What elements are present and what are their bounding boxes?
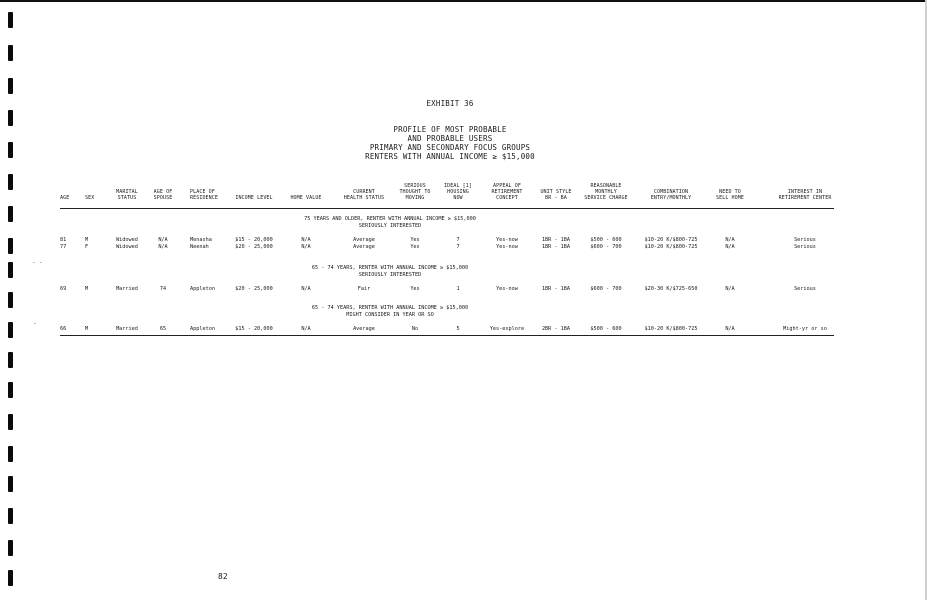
table-bottom-rule bbox=[60, 335, 834, 336]
column-header-line: CONCEPT bbox=[496, 195, 518, 201]
cell-sex: M bbox=[85, 237, 89, 243]
cell-residence: Neenah bbox=[190, 244, 209, 250]
column-header-line: INTEREST IN bbox=[787, 189, 823, 195]
column-header-appeal bbox=[485, 183, 529, 201]
column-header-interest bbox=[760, 189, 850, 201]
cell-health: Fair bbox=[357, 286, 371, 292]
section-heading: 65 - 74 YEARS, RENTER WITH ANNUAL INCOME ≥ $15,000 bbox=[311, 265, 469, 271]
column-header-line: SERIOUS bbox=[404, 183, 426, 189]
column-header-line: ENTRY/MONTHLY bbox=[650, 195, 692, 201]
cell-income: $20 - 25,000 bbox=[235, 286, 273, 292]
cell-appeal: Yes-now bbox=[496, 286, 518, 292]
cell-thought: Yes bbox=[410, 237, 420, 243]
section-heading: 65 - 74 YEARS, RENTER WITH ANNUAL INCOME ≥ $15,000 bbox=[311, 305, 469, 311]
binder-hole bbox=[8, 206, 13, 222]
cell-interest: Might-yr or so bbox=[783, 326, 827, 332]
cell-home: N/A bbox=[301, 326, 311, 332]
header-rule bbox=[60, 208, 834, 209]
cell-residence: Appleton bbox=[190, 286, 215, 292]
column-header-line: STATUS bbox=[117, 195, 137, 201]
cell-home: N/A bbox=[301, 286, 311, 292]
cell-income: $15 - 20,000 bbox=[235, 237, 273, 243]
column-header-line: RETIREMENT bbox=[491, 189, 523, 195]
cell-income: $20 - 25,000 bbox=[235, 244, 273, 250]
binder-hole bbox=[8, 352, 13, 368]
cell-ideal: 1 bbox=[456, 286, 460, 292]
scan-speck bbox=[34, 323, 36, 324]
cell-sell: N/A bbox=[725, 237, 735, 243]
title-line: RENTERS WITH ANNUAL INCOME ≥ $15,000 bbox=[365, 152, 535, 161]
column-header-combo bbox=[636, 189, 706, 201]
cell-charge: $500 - 600 bbox=[590, 237, 622, 243]
column-header-line: SEX bbox=[85, 195, 95, 201]
column-header-line: BR - BA bbox=[545, 195, 567, 201]
cell-residence: Appleton bbox=[190, 326, 215, 332]
exhibit-label: EXHIBIT 36 bbox=[426, 99, 474, 108]
column-header-line: SERVICE CHARGE bbox=[584, 195, 628, 201]
column-header-line: HOME VALUE bbox=[290, 195, 322, 201]
column-header-line: PLACE OF bbox=[190, 189, 215, 195]
cell-sex: M bbox=[85, 326, 89, 332]
cell-spouse: N/A bbox=[158, 244, 168, 250]
column-header-unit bbox=[534, 189, 578, 201]
column-header-line: HEALTH STATUS bbox=[343, 195, 385, 201]
column-header-charge bbox=[578, 183, 634, 201]
column-header-line: AGE bbox=[60, 195, 70, 201]
cell-sell: N/A bbox=[725, 244, 735, 250]
cell-health: Average bbox=[353, 326, 375, 332]
column-header-line: INCOME LEVEL bbox=[235, 195, 273, 201]
column-header-line: IDEAL [1] bbox=[444, 183, 472, 189]
binder-hole bbox=[8, 110, 13, 126]
section-heading: 75 YEARS AND OLDER, RENTER WITH ANNUAL INCOME ≥ $15,000 bbox=[304, 216, 476, 222]
cell-health: Average bbox=[353, 244, 375, 250]
column-header-line: RETIREMENT CENTER bbox=[778, 195, 832, 201]
column-header-line: CURRENT bbox=[353, 189, 375, 195]
cell-home: N/A bbox=[301, 237, 311, 243]
cell-charge: $500 - 600 bbox=[590, 326, 622, 332]
column-header-home bbox=[286, 195, 326, 201]
column-header-spouse bbox=[148, 189, 178, 201]
cell-ideal: 7 bbox=[456, 244, 460, 250]
binder-hole bbox=[8, 508, 13, 524]
cell-unit: 1BR - 1BA bbox=[541, 244, 571, 250]
column-header-line: NOW bbox=[453, 195, 463, 201]
cell-unit: 1BR - 1BA bbox=[541, 286, 571, 292]
column-header-line: MARITAL bbox=[116, 189, 138, 195]
cell-unit: 1BR - 1BA bbox=[541, 237, 571, 243]
cell-marital: Widowed bbox=[116, 244, 138, 250]
binder-hole bbox=[8, 322, 13, 338]
column-header-marital bbox=[108, 189, 146, 201]
column-header-ideal bbox=[436, 183, 480, 201]
cell-charge: $600 - 700 bbox=[590, 286, 622, 292]
cell-home: N/A bbox=[301, 244, 311, 250]
cell-spouse: 74 bbox=[159, 286, 167, 292]
column-header-line: AGE OF bbox=[153, 189, 173, 195]
binder-hole bbox=[8, 476, 13, 492]
column-header-line: MONTHLY bbox=[595, 189, 617, 195]
section-heading: SERIOUSLY INTERESTED bbox=[358, 222, 422, 229]
cell-health: Average bbox=[353, 237, 375, 243]
column-header-line: SELL HOME bbox=[716, 195, 744, 201]
column-header-line: UNIT STYLE bbox=[540, 189, 572, 195]
binder-hole bbox=[8, 142, 13, 158]
binder-hole bbox=[8, 262, 13, 278]
column-header-line: HOUSING bbox=[447, 189, 469, 195]
cell-income: $15 - 20,000 bbox=[235, 326, 273, 332]
column-header-sell bbox=[710, 189, 750, 201]
column-header-line: RESIDENCE bbox=[190, 195, 218, 201]
cell-sell: N/A bbox=[725, 286, 735, 292]
binder-hole bbox=[8, 174, 13, 190]
column-header-line: APPEAL OF bbox=[493, 183, 521, 189]
cell-marital: Married bbox=[116, 286, 138, 292]
cell-marital: Widowed bbox=[116, 237, 138, 243]
column-header-line: COMBINATION bbox=[653, 189, 689, 195]
column-header-line: REASONABLE bbox=[590, 183, 622, 189]
column-header-age bbox=[60, 195, 74, 201]
cell-thought: Yes bbox=[410, 286, 420, 292]
cell-thought: No bbox=[411, 326, 419, 332]
column-header-thought bbox=[395, 183, 435, 201]
binder-hole bbox=[8, 45, 13, 61]
binder-hole bbox=[8, 238, 13, 254]
cell-unit: 2BR - 1BA bbox=[541, 326, 571, 332]
cell-appeal: Yes-now bbox=[496, 244, 518, 250]
column-header-health bbox=[332, 189, 396, 201]
cell-age: 66 bbox=[60, 326, 67, 332]
cell-marital: Married bbox=[116, 326, 138, 332]
cell-appeal: Yes-explore bbox=[489, 326, 525, 332]
cell-thought: Yes bbox=[410, 244, 420, 250]
binder-hole bbox=[8, 414, 13, 430]
scan-speck bbox=[33, 262, 35, 263]
cell-interest: Serious bbox=[794, 286, 816, 292]
title-line: PROFILE OF MOST PROBABLE bbox=[393, 125, 507, 134]
cell-sex: M bbox=[85, 286, 89, 292]
cell-ideal: 7 bbox=[456, 237, 460, 243]
page-top-edge bbox=[0, 0, 927, 2]
cell-spouse: 65 bbox=[159, 326, 167, 332]
binder-hole bbox=[8, 570, 13, 586]
cell-interest: Serious bbox=[794, 237, 816, 243]
cell-sell: N/A bbox=[725, 326, 735, 332]
cell-combo: $10-20 K/$800-725 bbox=[644, 244, 698, 250]
column-header-line: THOUGHT TO bbox=[399, 189, 431, 195]
cell-combo: $20-30 K/$725-650 bbox=[644, 286, 698, 292]
binder-hole bbox=[8, 78, 13, 94]
cell-interest: Serious bbox=[794, 244, 816, 250]
scan-speck bbox=[40, 262, 42, 263]
cell-appeal: Yes-now bbox=[496, 237, 518, 243]
column-header-sex bbox=[85, 195, 101, 201]
page-number: 82 bbox=[218, 572, 228, 581]
cell-residence: Menasha bbox=[190, 237, 212, 243]
cell-sex: F bbox=[85, 244, 89, 250]
column-header-line: MOVING bbox=[405, 195, 425, 201]
cell-ideal: 5 bbox=[456, 326, 460, 332]
binder-hole bbox=[8, 382, 13, 398]
cell-age: 77 bbox=[60, 244, 67, 250]
cell-age: 81 bbox=[60, 237, 67, 243]
cell-charge: $600 - 700 bbox=[590, 244, 622, 250]
column-header-line: SPOUSE bbox=[153, 195, 173, 201]
cell-age: 69 bbox=[60, 286, 67, 292]
column-header-line: NEED TO bbox=[719, 189, 741, 195]
section-heading: MIGHT CONSIDER IN YEAR OR SO bbox=[346, 311, 434, 318]
cell-combo: $10-20 K/$800-725 bbox=[644, 237, 698, 243]
column-header-residence bbox=[190, 189, 230, 201]
binder-hole bbox=[8, 292, 13, 308]
cell-combo: $10-20 K/$800-725 bbox=[644, 326, 698, 332]
binder-hole bbox=[8, 540, 13, 556]
binder-hole bbox=[8, 12, 13, 28]
title-line: PRIMARY AND SECONDARY FOCUS GROUPS bbox=[369, 143, 531, 152]
binder-hole bbox=[8, 446, 13, 462]
cell-spouse: N/A bbox=[158, 237, 168, 243]
section-heading: SERIOUSLY INTERESTED bbox=[358, 271, 422, 278]
title-line: AND PROBABLE USERS bbox=[407, 134, 493, 143]
column-header-income bbox=[230, 195, 278, 201]
